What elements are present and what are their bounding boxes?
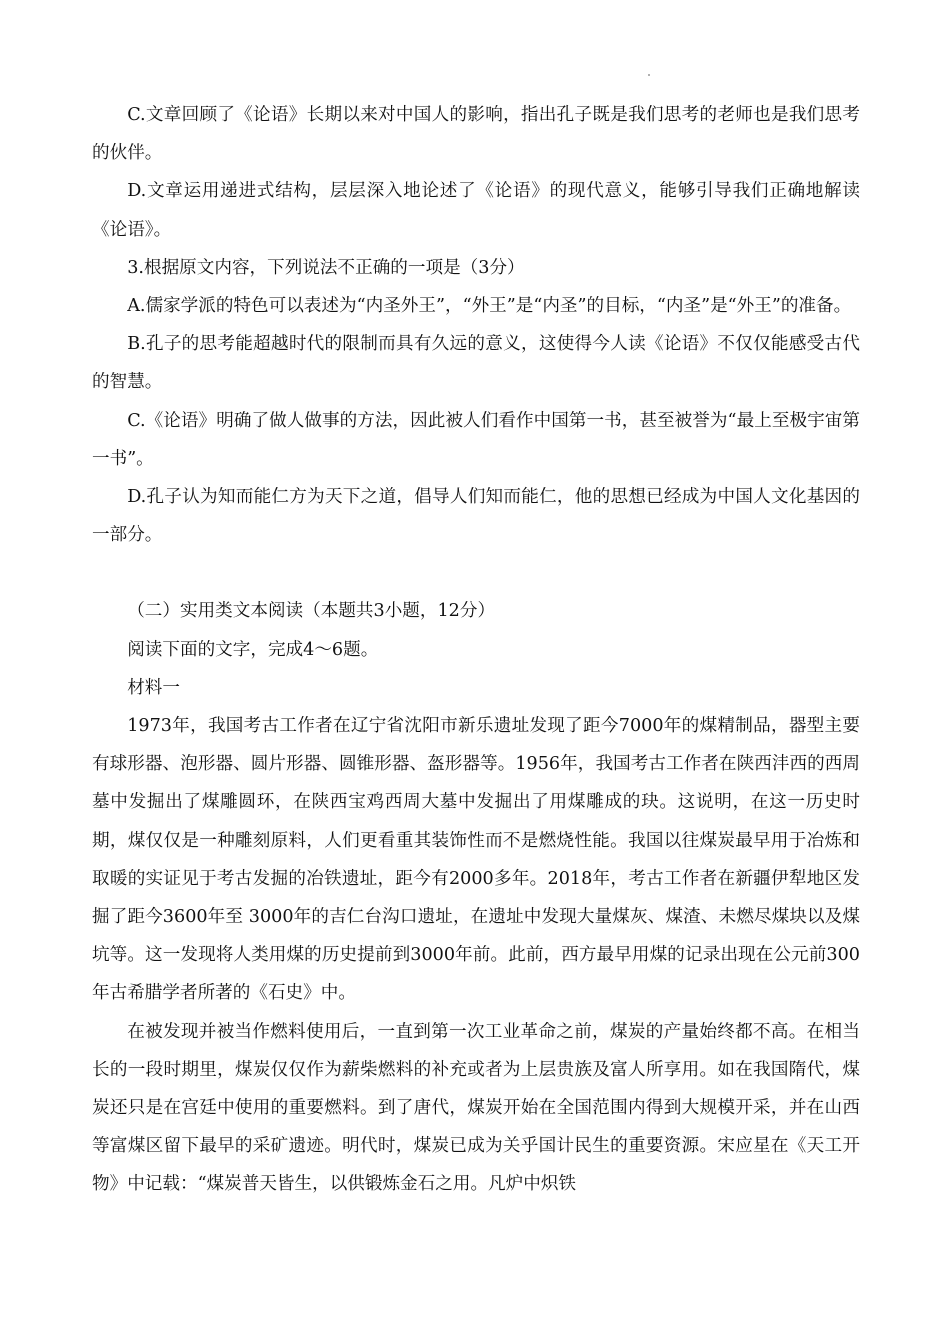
q3-stem: 3.根据原文内容，下列说法不正确的一项是（3分） — [127, 257, 525, 278]
material-paragraph-2: 在被发现并被当作燃料使用后，一直到第一次工业革命之前，煤炭的产量始终都不高。在相当长的一段时期里，煤炭仅仅作为薪柴燃料的补充或者为上层贵族及富人所享用。如在我国隋代，煤炭还只是在宫廷中使用的重要燃料。到了唐代，煤炭开始在全国范围内得到大规模开采，并在山西等富煤区留下最早的采矿遗迹。明代时，煤炭已成为关乎国计民生的重要资源。宋应星在《天工开物》中记载：“煤炭普天皆生，以供锻炼金石之用。凡炉中炽铁 — [92, 1021, 860, 1195]
document-body — [92, 96, 860, 1204]
reading-instruction: 阅读下面的文字，完成4～6题。 — [127, 639, 379, 660]
section-spacer — [92, 554, 860, 592]
q2-option-c: C.文章回顾了《论语》长期以来对中国人的影响，指出孔子既是我们思考的老师也是我们思考的伙伴。 — [92, 105, 860, 164]
q2-option-d: D.文章运用递进式结构，层层深入地论述了《论语》的现代意义，能够引导我们正确地解读《论语》。 — [92, 181, 860, 240]
q3-option-d: D.孔子认为知而能仁方为天下之道，倡导人们知而能仁，他的思想已经成为中国人文化基因的一部分。 — [92, 487, 860, 546]
q3-option-b: B.孔子的思考能超越时代的限制而具有久远的意义，这使得今人读《论语》不仅仅能感受古代的智慧。 — [92, 334, 860, 393]
section-heading: （二）实用类文本阅读（本题共3小题，12分） — [127, 601, 496, 622]
q3-option-a: A.儒家学派的特色可以表述为“内圣外王”，“外王”是“内圣”的目标，“内圣”是“外王”的准备。 — [127, 296, 852, 317]
q3-option-c: C.《论语》明确了做人做事的方法，因此被人们看作中国第一书，甚至被誉为“最上至极宇宙第一书”。 — [92, 410, 860, 469]
material-paragraph-1: 1973年，我国考古工作者在辽宁省沈阳市新乐遗址发现了距今7000年的煤精制品，器型主要有球形器、泡形器、圆片形器、圆锥形器、盔形器等。1956年，我国考古工作者在陕西沣西的西周墓中发掘出了煤雕圆环，在陕西宝鸡西周大墓中发掘出了用煤雕成的玦。这说明，在这一历史时期，煤仅仅是一种雕刻原料，人们更看重其装饰性而不是燃烧性能。我国以往煤炭最早用于冶炼和取暖的实证见于考古发掘的冶铁遗址，距今有2000多年。2018年，考古工作者在新疆伊犁地区发掘了距今3600年至 3000年的吉仁台沟口遗址，在遗址中发现大量煤灰、煤渣、未燃尽煤块以及煤坑等。这一发现将人类用煤的历史提前到3000年前。此前，西方最早用煤的记录出现在公元前300年古希腊学者所著的《石史》中。 — [92, 716, 860, 1004]
scan-speck — [648, 74, 650, 76]
material-label: 材料一 — [127, 677, 180, 698]
